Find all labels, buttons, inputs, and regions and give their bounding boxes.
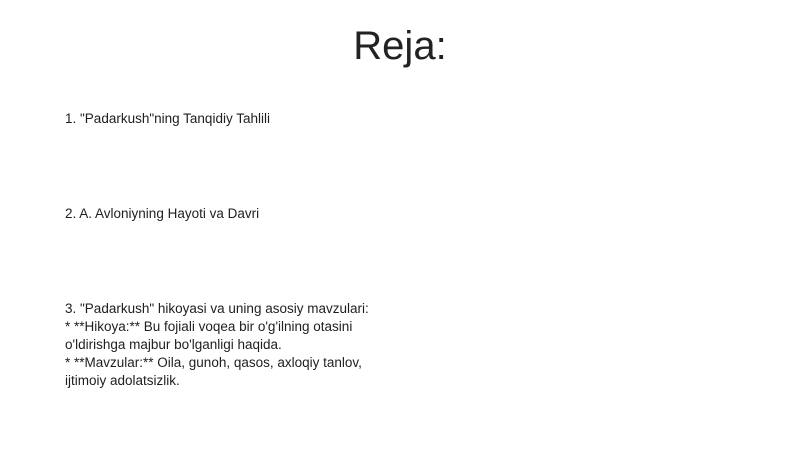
plan-item-2-line-1: 2. A. Avloniyning Hayoti va Davri [65, 206, 260, 221]
plan-item-3-line-5: ijtimoiy adolatsizlik. [65, 373, 180, 388]
plan-item-3-line-4: * **Mavzular:** Oila, gunoh, qasos, axloqiy tanlov, [65, 355, 362, 370]
plan-item-1-line-1: 1. "Padarkush"ning Tanqidiy Tahlili [65, 111, 270, 126]
plan-item-3-line-2: * **Hikoya:** Bu fojiali voqea bir o'g'ilning otasini [65, 319, 353, 334]
plan-item-3 [65, 300, 395, 390]
plan-item-2 [65, 205, 395, 223]
slide-title: Reja: [353, 24, 447, 68]
plan-item-3-line-3: o'ldirishga majbur bo'lganligi haqida. [65, 337, 282, 352]
plan-item-1 [65, 110, 395, 128]
plan-item-3-line-1: 3. "Padarkush" hikoyasi va uning asosiy mavzulari: [65, 301, 369, 316]
